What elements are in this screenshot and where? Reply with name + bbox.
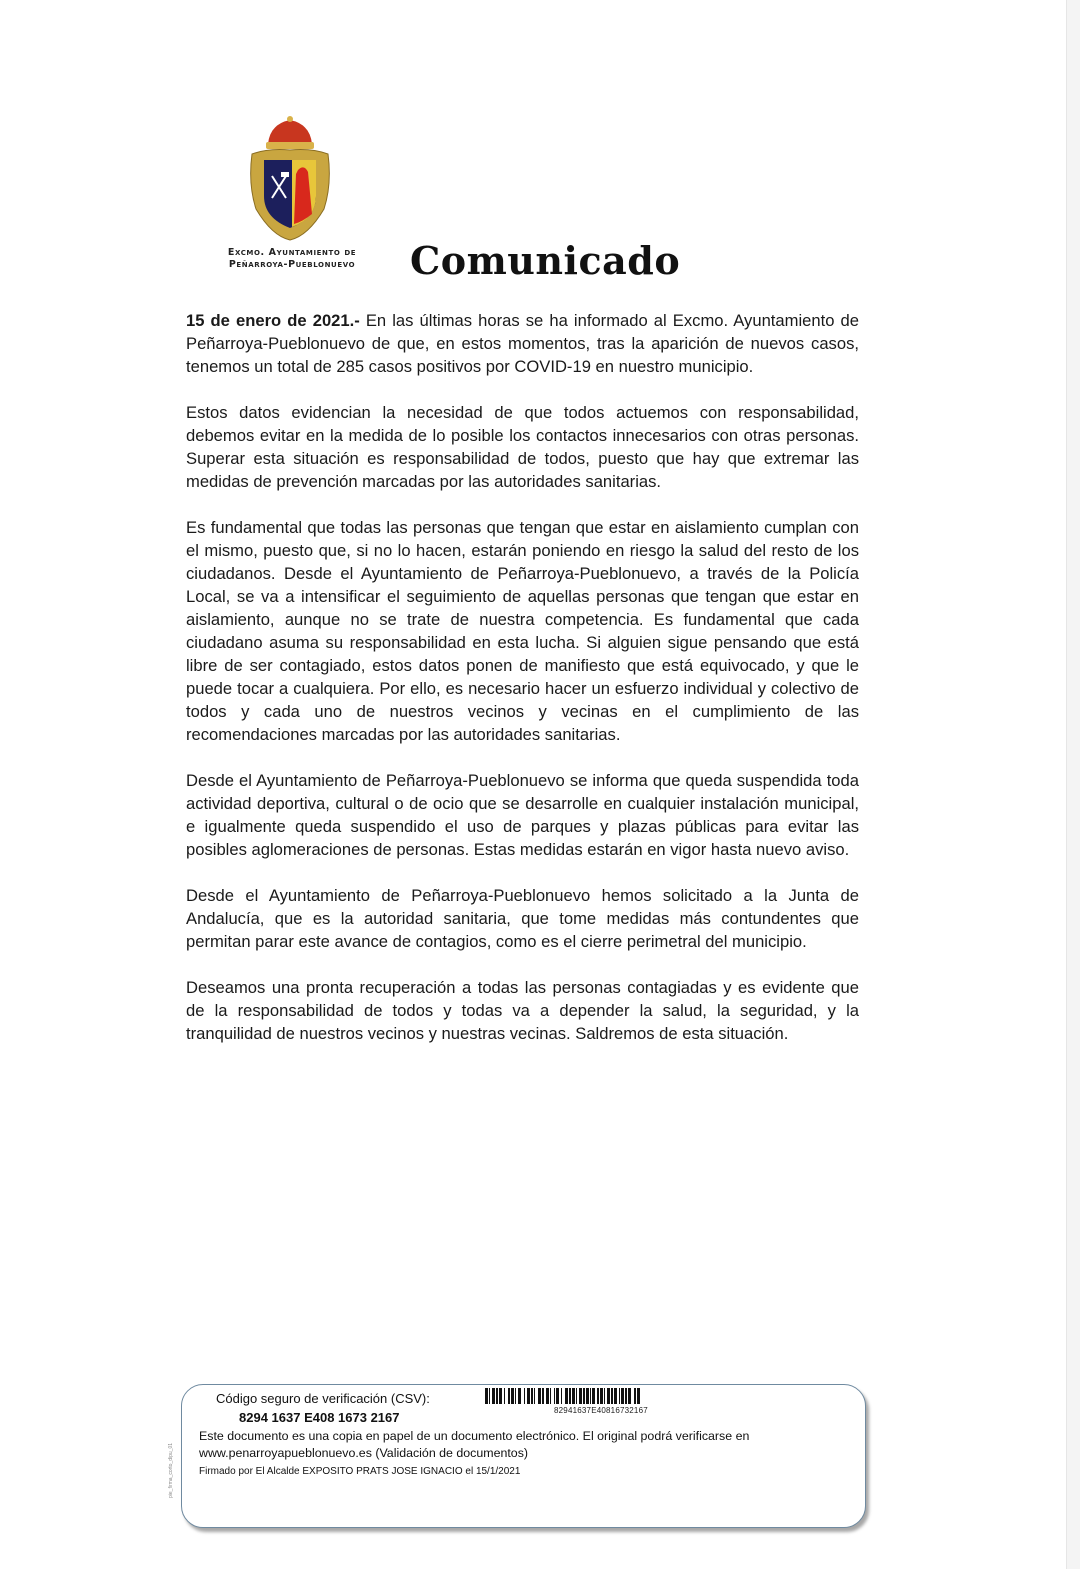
paragraph-6: Deseamos una pronta recuperación a todas las personas contagiadas y es evidente que de la responsabilidad de todos y todas va a depender la salud, la seguridad, y la tranquilidad de nuestros vecinos y nuestras vecinas. Saldremos de esta situación. — [186, 978, 859, 1043]
paragraph-5: Desde el Ayuntamiento de Peñarroya-Pueblonuevo hemos solicitado a la Junta de Andalucía, que es la autoridad sanitaria, que tome medidas más contundentes que permitan parar este avance de contagios, como es el cierre perimetral del municipio. — [186, 886, 859, 951]
paragraph-1-text: En las últimas horas se ha informado al Excmo. Ayuntamiento de Peñarroya-Pueblonuevo de que, en estos momentos, tras la aparición de nuevos casos, tenemos un total de 285 casos positivos por COVID-19 en nuestro municipio. — [186, 311, 859, 376]
org-name-line-1: Excmo. Ayuntamiento de — [227, 247, 357, 258]
date-lead: 15 de enero de 2021.- — [186, 311, 360, 330]
csv-code: 8294 1637 E408 1673 2167 — [239, 1410, 400, 1425]
coat-of-arms-icon — [242, 114, 338, 242]
paragraph-3: Es fundamental que todas las personas que tengan que estar en aislamiento cumplan con el mismo, puesto que, si no lo hacen, estarán poniendo en riesgo la salud del resto de los ciudadanos. Desde el Ayuntamiento de Peñarroya-Pueblonuevo, a través de la Policía Local, se va a intensificar el seguimiento de aquellas personas que tengan que estar en aislamiento, aunque no se trate de nuestra competencia. Es fundamental que cada ciudadano asuma su responsabilidad en esta lucha. Si alguien sigue pensando que está libre de ser contagiado, estos datos ponen de manifiesto que está equivocado, y que le puede tocar a cualquiera. Por ello, es necesario hacer un esfuerzo individual y colectivo de todos y cada uno de nuestros vecinos y vecinas en el cumplimiento de las recomendaciones marcadas por las autoridades sanitarias. — [186, 518, 859, 744]
org-name-line-2: Peñarroya-Pueblonuevo — [228, 259, 356, 270]
communique-body — [186, 309, 859, 1045]
barcode-number: 82941637E40816732167 — [554, 1406, 648, 1415]
paragraph-4: Desde el Ayuntamiento de Peñarroya-Pueblonuevo se informa que queda suspendida toda actividad deportiva, cultural o de ocio que se desarrolle en cualquier instalación municipal, e igualmente queda suspendido el uso de parques y plazas públicas para evitar las posibles aglomeraciones de personas. Estas medidas estarán en vigor hasta nuevo aviso. — [186, 771, 859, 859]
page-title: Comunicado — [410, 238, 681, 283]
side-reference-code: pie_firma_corto_dipu_01 — [168, 1442, 174, 1498]
signature-line: Firmado por El Alcalde EXPOSITO PRATS JOSE IGNACIO el 15/1/2021 — [199, 1466, 521, 1477]
letterhead — [200, 110, 681, 290]
organization-name — [212, 247, 372, 271]
verification-box — [181, 1384, 866, 1528]
paragraph-2: Estos datos evidencian la necesidad de que todos actuemos con responsabilidad, debemos evitar en la medida de lo posible los contactos innecesarios con otras personas. Superar esta situación es responsabilidad de todos, puesto que hay que extremar las medidas de prevención marcadas por las autoridades sanitarias. — [186, 403, 859, 491]
paragraph-1 — [186, 309, 859, 378]
verification-note: Este documento es una copia en papel de un documento electrónico. El original podrá verificarse en www.penarroyapueblonuevo.es (Validación de documentos) — [199, 1429, 750, 1460]
barcode-icon — [485, 1388, 725, 1404]
csv-label: Código seguro de verificación (CSV): — [216, 1391, 430, 1406]
